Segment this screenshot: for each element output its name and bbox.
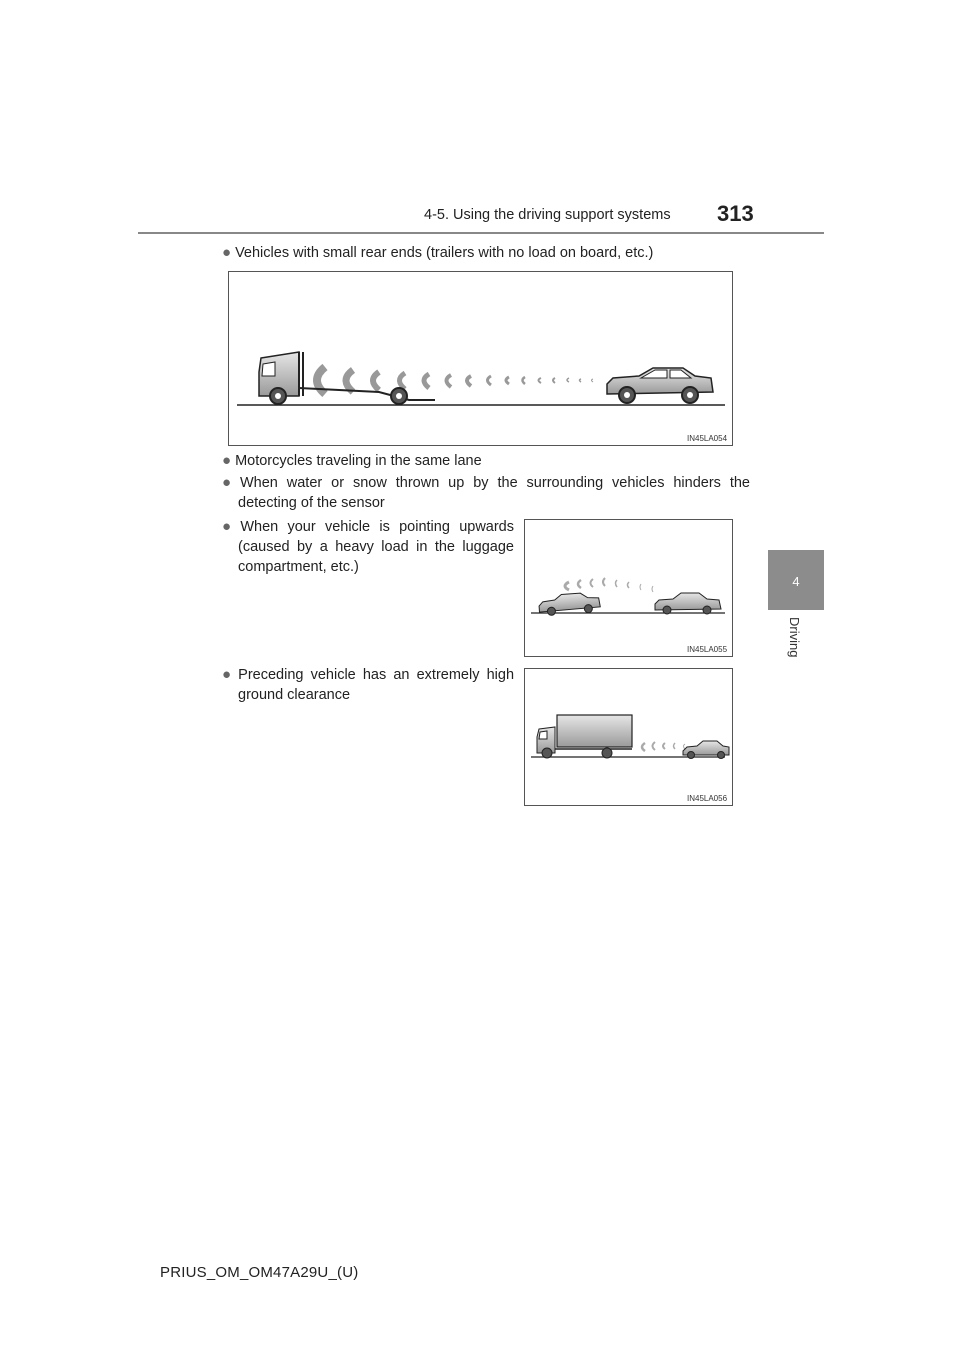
chapter-label-text: Driving xyxy=(787,617,802,658)
bullet-text: Motorcycles traveling in the same lane xyxy=(235,453,482,469)
bullet-text-line1: Preceding vehicle has an extremely high xyxy=(238,667,515,683)
bullet-motorcycles xyxy=(222,451,482,471)
figure-code: IN45LA056 xyxy=(687,794,728,803)
bullet-pointing-upwards xyxy=(222,517,514,577)
bullet-high-clearance xyxy=(222,665,514,705)
bullet-water-snow xyxy=(222,473,750,513)
bullet-text-line2: ground clearance xyxy=(238,687,351,703)
upward-vehicle-illustration xyxy=(525,520,732,656)
bullet-text: Vehicles with small rear ends (trailers with no load on board, etc.) xyxy=(235,245,654,261)
bullet-marker: ● xyxy=(222,474,236,491)
bullet-marker: ● xyxy=(222,518,237,535)
bullet-small-rear-ends xyxy=(222,243,653,263)
high-clearance-truck-illustration xyxy=(525,669,732,805)
bullet-text-line1: When your vehicle is pointing upwards xyxy=(240,519,514,535)
section-title: 4-5. Using the driving support systems xyxy=(424,207,671,223)
bullet-text-line3: compartment, etc.) xyxy=(238,559,359,575)
figure-pointing-upwards xyxy=(524,519,733,657)
bullet-marker: ● xyxy=(222,244,232,261)
document-code: PRIUS_OM_OM47A29U_(U) xyxy=(160,1264,359,1281)
figure-high-clearance xyxy=(524,668,733,806)
bullet-text-line1: When water or snow thrown up by the surrounding vehicles hinders the xyxy=(239,475,750,491)
figure-code: IN45LA055 xyxy=(687,645,728,654)
bullet-marker: ● xyxy=(222,452,232,469)
figure-trailer xyxy=(228,271,733,446)
bullet-text-line2: detecting of the sensor xyxy=(238,495,385,511)
chapter-number: 4 xyxy=(792,574,800,589)
page-number: 313 xyxy=(717,201,754,226)
bullet-text-line2: (caused by a heavy load in the luggage xyxy=(238,539,514,555)
bullet-marker: ● xyxy=(222,666,235,683)
header-rule xyxy=(138,232,824,234)
chapter-label xyxy=(786,617,806,677)
figure-code: IN45LA054 xyxy=(687,434,728,443)
trailer-illustration xyxy=(229,272,732,445)
